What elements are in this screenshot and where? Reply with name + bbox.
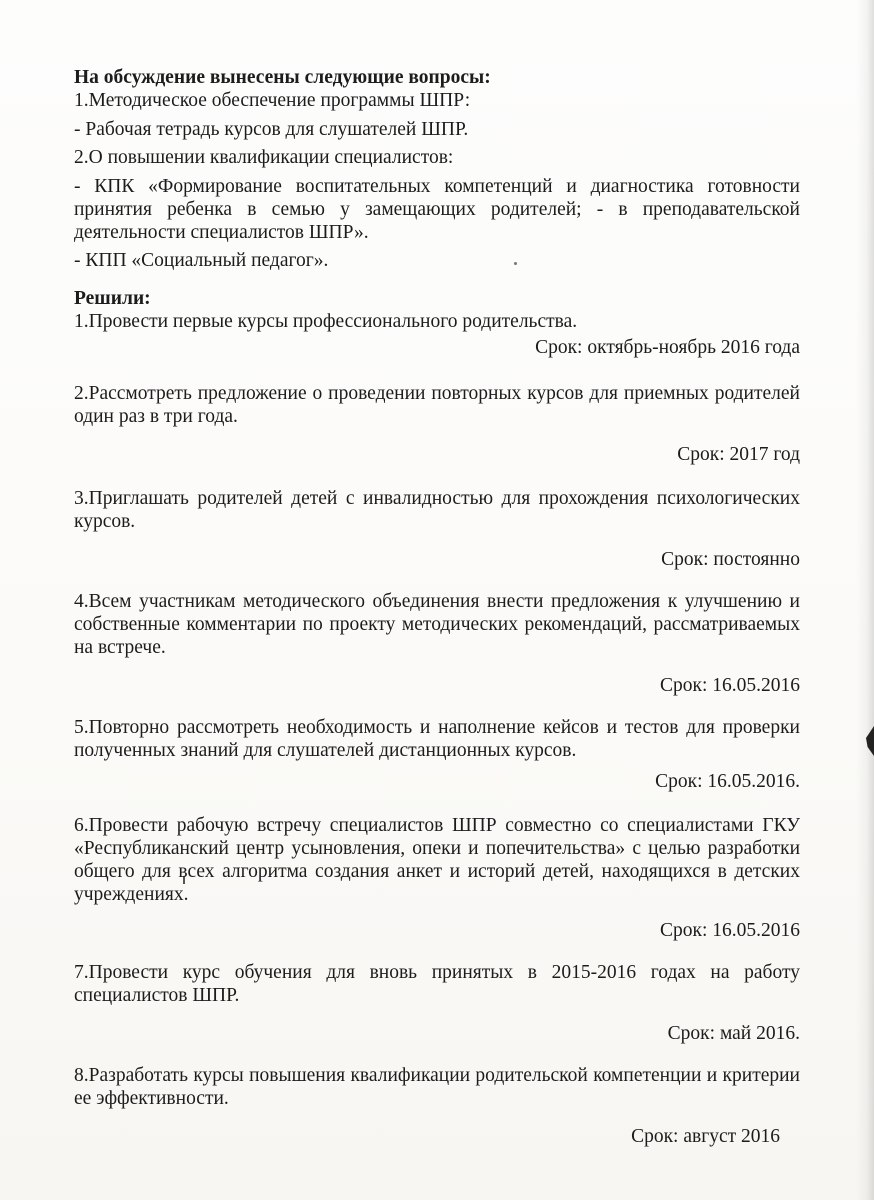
document-body (74, 66, 800, 1148)
decision-text: 2.Рассмотреть предложение о проведении повторных курсов для приемных родителей один раз в три года. (74, 383, 800, 427)
agenda-item: 2.О повышении квалификации специалистов: (74, 147, 454, 168)
decision-deadline: Срок: август 2016 (631, 1126, 780, 1147)
decision-deadline: Срок: 16.05.2016 (659, 675, 800, 696)
decision-deadline: Срок: октябрь-ноябрь 2016 года (535, 337, 800, 358)
agenda-item: - КПП «Социальный педагог». (74, 250, 329, 271)
agenda-item: - Рабочая тетрадь курсов для слушателей ШПР. (74, 119, 469, 140)
decision-text: 1.Провести первые курсы профессионального родительства. (74, 311, 578, 332)
agenda-item: 1.Методическое обеспечение программы ШПР: (74, 90, 471, 111)
decision-text: 8.Разработать курсы повышения квалификации родительской компетенции и критерии ее эффективности. (74, 1065, 800, 1109)
page-edge-shadow (856, 0, 874, 1200)
decision-text: 7.Провести курс обучения для вновь принятых в 2015-2016 годах на работу специалистов ШПР. (74, 962, 800, 1006)
agenda-item: - КПК «Формирование воспитательных компетенций и диагностика готовности принятия ребенка в семью у замещающих родителей; - в преподавательской деятельности специалистов ШПР». (74, 176, 800, 243)
decision-text: 4.Всем участникам методического объединения внести предложения к улучшению и собственные комментарии по проекту методических рекомендаций, рассматриваемых на встрече. (74, 591, 800, 658)
decision-text: 6.Провести рабочую встречу специалистов ШПР совместно со специалистами ГКУ «Республиканский центр усыновления, опеки и попечительства» с целью разработки общего для всех алгоритма создания анкет и историй детей, находящихся в детских учреждениях. (74, 815, 800, 905)
decision-text: 5.Повторно рассмотреть необходимость и наполнение кейсов и тестов для проверки полученных знаний для слушателей дистанционных курсов. (74, 717, 800, 761)
decision-text: 3.Приглашать родителей детей с инвалидностью для прохождения психологических курсов. (74, 488, 800, 532)
decision-deadline: Срок: 16.05.2016. (655, 771, 800, 792)
decision-deadline: Срок: постоянно (661, 549, 800, 570)
decision-deadline: Срок: май 2016. (667, 1023, 800, 1044)
decisions-heading: Решили: (74, 288, 151, 309)
agenda-heading: На обсуждение вынесены следующие вопросы: (74, 67, 491, 88)
decision-deadline: Срок: 2017 год (677, 444, 800, 465)
decision-deadline: Срок: 16.05.2016 (659, 920, 800, 941)
